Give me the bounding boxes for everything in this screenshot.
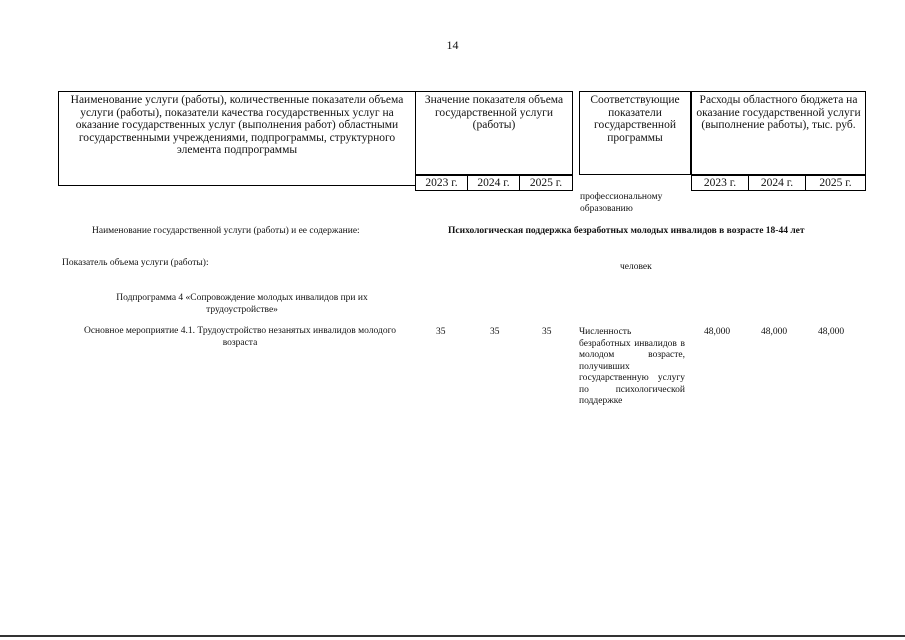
year-value-2023: 2023 г.: [415, 175, 468, 191]
year-budget-2024: 2024 г.: [748, 175, 806, 191]
year-value-2024: 2024 г.: [467, 175, 520, 191]
row-budget-2023: 48,000: [704, 327, 731, 337]
row-value-2025: 35: [542, 327, 552, 337]
subprogram-title: Подпрограмма 4 «Сопровождение молодых инвалидов при их трудоустройстве»: [116, 293, 368, 315]
year-budget-2023: 2023 г.: [691, 175, 749, 191]
service-name-value: Психологическая поддержка безработных молодых инвалидов в возрасте 18-44 лет: [448, 226, 805, 236]
row-value-2023: 35: [436, 327, 446, 337]
header-title-volume-value: Значение показателя объема государственной услуги (работы): [424, 94, 564, 131]
volume-indicator-label: Показатель объема услуги (работы):: [62, 258, 209, 268]
scan-edge-line: [0, 635, 905, 637]
header-title-budget: Расходы областного бюджета на оказание государственной услуги (выполнение работы), тыс. руб.: [696, 94, 861, 131]
row-budget-2024: 48,000: [761, 327, 788, 337]
row-name: Основное мероприятие 4.1. Трудоустройство незанятых инвалидов молодого возраста: [83, 326, 397, 348]
header-title-service-name: Наименование услуги (работы), количественные показатели объема услуги (работы), показатели качества государственных услуг на оказание государственных услуг (выполнения работ) областными государственными учреждениями, подпрограммы, структурного элемента подпрограммы: [70, 94, 404, 156]
carry-over-text: профессиональному образованию: [580, 192, 663, 214]
row-indicator: Численность безработных инвалидов в молодом возрасте, получивших государственную услугу по психологической поддержке: [579, 327, 685, 406]
volume-indicator-unit: человек: [620, 262, 652, 272]
year-budget-2025: 2025 г.: [805, 175, 866, 191]
service-name-label: Наименование государственной услуги (работы) и ее содержание:: [92, 226, 360, 236]
row-value-2024: 35: [490, 327, 500, 337]
year-value-2025: 2025 г.: [519, 175, 573, 191]
page-number: 14: [446, 38, 459, 52]
row-budget-2025: 48,000: [818, 327, 845, 337]
header-title-program-indicators: Соответствующие показатели государственной программы: [590, 94, 680, 144]
table-header: [58, 91, 866, 193]
